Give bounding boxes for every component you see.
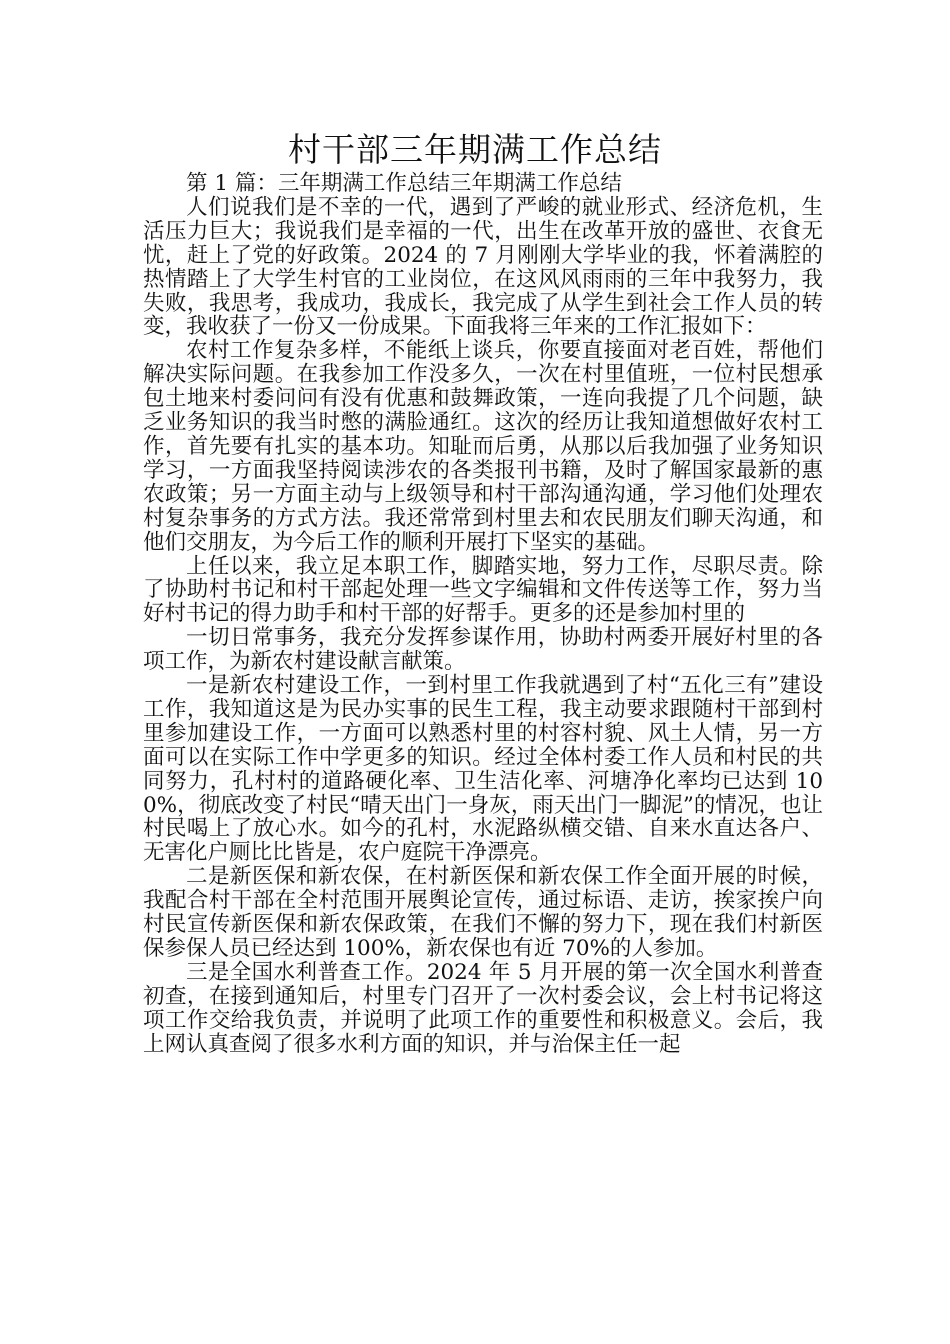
paragraph-insurance: 二是新医保和新农保，在村新医保和新农保工作全面开展的时候，我配合村干部在全村范围开展舆论宣传，通过标语、走访，挨家挨户向村民宣传新医保和新农保政策，在我们不懈的努力下，现在我们村新医保参保人员已经达到 100%，新农保也有近 70%的人参加。: [143, 864, 823, 961]
paragraph-intro: 人们说我们是不幸的一代，遇到了严峻的就业形式、经济危机，生活压力巨大；我说我们是幸福的一代，出生在改革开放的盛世、衣食无忧，赶上了党的好政策。2024 的 7 月刚刚大学毕业的我，怀着满腔的热情踏上了大学生村官的工业岗位，在这风风雨雨的三年中我努力，我失败，我思考，我成功，我成长，我完成了从学生到社会工作人员的转变，我收获了一份又一份成果。下面我将三年来的工作汇报如下：: [143, 194, 823, 340]
paragraph-daily-affairs: 一切日常事务，我充分发挥参谋作用，协助村两委开展好村里的各项工作，为新农村建设献言献策。: [143, 625, 823, 675]
paragraph-new-countryside: 一是新农村建设工作，一到村里工作我就遇到了村“五化三有”建设工作，我知道这是为民办实事的民生工程，我主动要求跟随村干部到村里参加建设工作，一方面可以熟悉村里的村容村貌、风土人情，另一方面可以在实际工作中学更多的知识。经过全体村委工作人员和村民的共同努力，孔村村的道路硬化率、卫生洁化率、河塘净化率均已达到 100%，彻底改变了村民“晴天出门一身灰，雨天出门一脚泥”的情况，也让村民喝上了放心水。如今的孔村，水泥路纵横交错、自来水直达各户、无害化户厕比比皆是，农户庭院干净漂亮。: [143, 673, 823, 866]
paragraph-rural-work: 农村工作复杂多样，不能纸上谈兵，你要直接面对老百姓，帮他们解决实际问题。在我参加工作没多久，一次在村里值班，一位村民想承包土地来村委问问有没有优惠和鼓舞政策，一连向我提了几个问题，缺乏业务知识的我当时憋的满脸通红。这次的经历让我知道想做好农村工作，首先要有扎实的基本功。知耻而后勇，从那以后我加强了业务知识学习，一方面我坚持阅读涉农的各类报刊书籍，及时了解国家最新的惠农政策；另一方面主动与上级领导和村干部沟通沟通，学习他们处理农村复杂事务的方式方法。我还常常到村里去和农民朋友们聊天沟通，和他们交朋友，为今后工作的顺利开展打下坚实的基础。: [143, 338, 823, 555]
paragraph-duties: 上任以来，我立足本职工作，脚踏实地，努力工作，尽职尽责。除了协助村书记和村干部起处理一些文字编辑和文件传送等工作，努力当好村书记的得力助手和村干部的好帮手。更多的还是参加村里的: [143, 553, 823, 627]
paragraph-water-census: 三是全国水利普查工作。2024 年 5 月开展的第一次全国水利普查初查，在接到通知后，村里专门召开了一次村委会议，会上村书记将这项工作交给我负责，并说明了此项工作的重要性和积极意义。会后，我上网认真查阅了很多水利方面的知识，并与治保主任一起: [143, 959, 823, 1057]
document-title: 村干部三年期满工作总结: [288, 130, 662, 169]
document-body: [143, 172, 823, 1057]
document-subtitle: 第 1 篇：三年期满工作总结三年期满工作总结: [186, 171, 622, 196]
